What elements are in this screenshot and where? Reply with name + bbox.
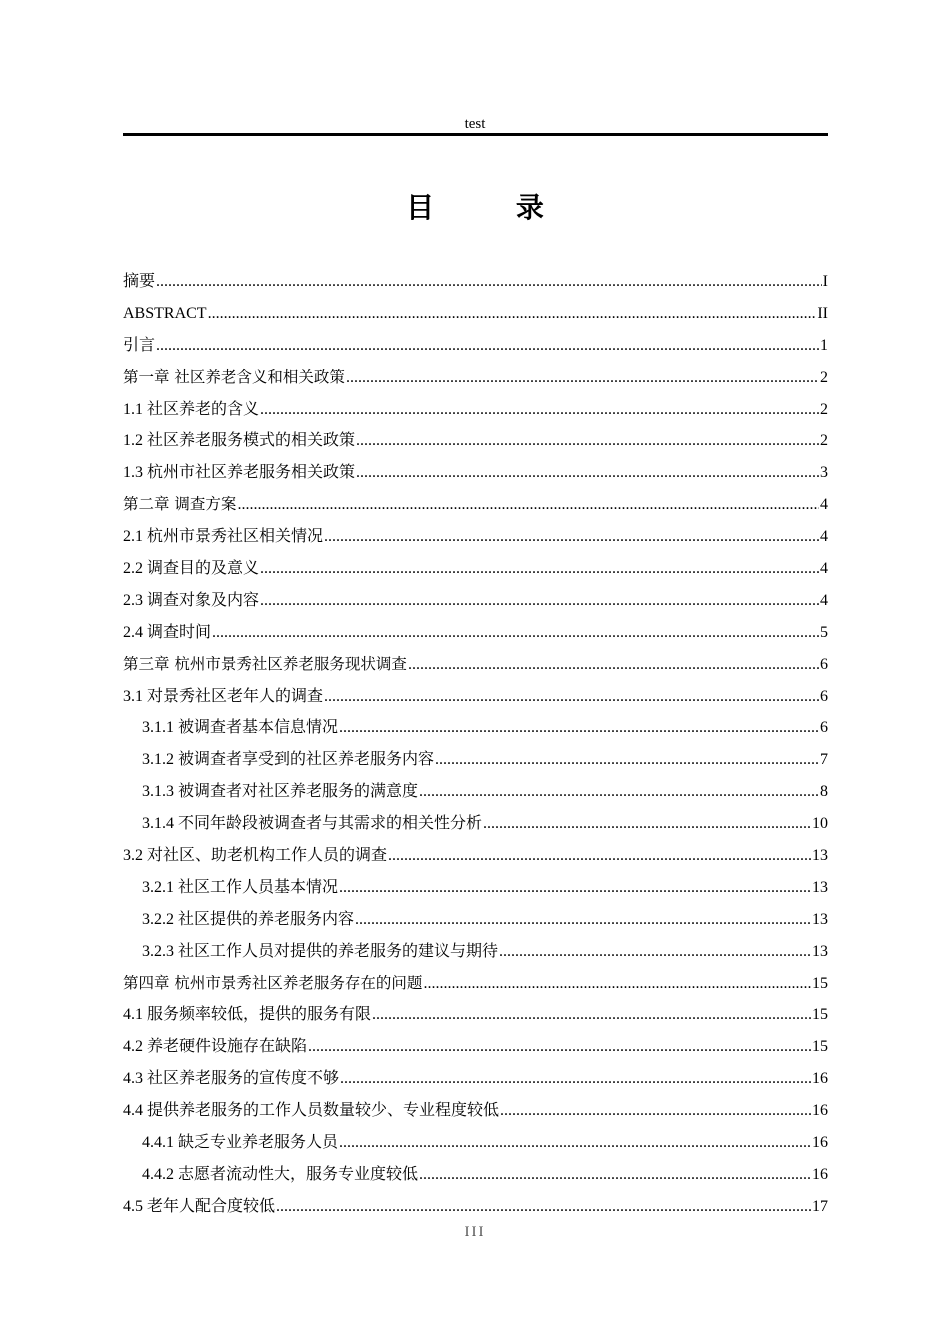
toc-dot-leader — [372, 999, 811, 1031]
toc-entry-label: 2.1 杭州市景秀社区相关情况 — [123, 528, 324, 546]
toc-entry-label: 4.4 提供养老服务的工作人员数量较少、专业程度较低 — [123, 1102, 500, 1120]
toc-dot-leader — [339, 872, 811, 904]
toc-entry-page: 2 — [820, 432, 828, 450]
toc-entry[interactable] — [123, 808, 828, 840]
toc-entry[interactable] — [123, 1127, 828, 1159]
toc-entry-label: 4.5 老年人配合度较低 — [123, 1197, 276, 1215]
toc-entry-page: 15 — [812, 974, 828, 992]
toc-entry[interactable] — [123, 1031, 828, 1063]
toc-entry-page: I — [822, 273, 828, 290]
toc-dot-leader — [324, 681, 819, 713]
toc-entry[interactable] — [123, 776, 828, 808]
toc-dot-leader — [237, 489, 819, 521]
toc-dot-leader — [260, 585, 819, 617]
toc-entry-label: 4.2 养老硬件设施存在缺陷 — [123, 1038, 308, 1056]
toc-entry-label: 3.2.1 社区工作人员基本情况 — [142, 878, 339, 896]
toc-entry[interactable] — [123, 362, 828, 394]
page-title: 目 录 — [406, 191, 580, 224]
toc-entry[interactable] — [123, 904, 828, 936]
toc-entry[interactable] — [123, 1191, 828, 1223]
toc-entry-page: 6 — [820, 687, 828, 705]
toc-entry-page: 2 — [820, 400, 828, 418]
toc-entry-label: 4.3 社区养老服务的宣传度不够 — [123, 1070, 340, 1088]
toc-entry-label: 第三章 杭州市景秀社区养老服务现状调查 — [123, 654, 407, 673]
toc-entry-page: 4 — [820, 528, 828, 546]
toc-entry-page: 10 — [812, 815, 828, 833]
toc-dot-leader — [276, 1191, 811, 1223]
toc-dot-leader — [435, 744, 819, 776]
toc-entry-label: 3.1.1 被调查者基本信息情况 — [142, 719, 339, 737]
toc-entry-page: 1 — [820, 336, 828, 354]
toc-entry-page: 17 — [812, 1197, 828, 1215]
toc-entry[interactable] — [123, 999, 828, 1031]
toc-entry[interactable] — [123, 394, 828, 426]
toc-entry-page: 4 — [820, 560, 828, 578]
toc-entry-label: 第四章 杭州市景秀社区养老服务存在的问题 — [123, 973, 423, 992]
toc-entry-page: 3 — [820, 464, 828, 482]
toc-dot-leader — [500, 1095, 811, 1127]
toc-entry-page: 7 — [820, 751, 828, 769]
toc-entry[interactable] — [123, 1159, 828, 1191]
toc-entry[interactable] — [123, 585, 828, 617]
toc-dot-leader — [419, 776, 819, 808]
running-header: test — [464, 116, 486, 132]
toc-entry-page: 2 — [820, 368, 828, 386]
toc-entry-page: 6 — [820, 719, 828, 737]
toc-entry-label: 引言 — [123, 336, 156, 354]
toc-entry-label: 3.1 对景秀社区老年人的调查 — [123, 687, 324, 705]
toc-entry[interactable] — [123, 266, 828, 298]
toc-entry-label: 第一章 社区养老含义和相关政策 — [123, 367, 345, 386]
toc-dot-leader — [346, 362, 819, 394]
toc-dot-leader — [308, 1031, 811, 1063]
toc-entry[interactable] — [123, 521, 828, 553]
toc-entry-label: 2.2 调查目的及意义 — [123, 560, 260, 578]
toc-entry-page: 13 — [812, 942, 828, 960]
toc-entry-page: 16 — [812, 1102, 828, 1120]
toc-dot-leader — [483, 808, 811, 840]
toc-entry[interactable] — [123, 681, 828, 713]
toc-dot-leader — [355, 904, 811, 936]
toc-entry-page: 15 — [812, 1038, 828, 1056]
toc-dot-leader — [408, 649, 819, 681]
toc-entry-page: 4 — [820, 496, 828, 514]
toc-entry-page: 16 — [812, 1134, 828, 1152]
toc-entry-label: 3.1.3 被调查者对社区养老服务的满意度 — [142, 783, 419, 801]
toc-entry[interactable] — [123, 489, 828, 521]
toc-entry[interactable] — [123, 712, 828, 744]
toc-entry-page: 13 — [812, 847, 828, 865]
toc-entry[interactable] — [123, 840, 828, 872]
toc-entry-label: 2.3 调查对象及内容 — [123, 591, 260, 609]
toc-entry-label: 1.2 社区养老服务模式的相关政策 — [123, 432, 356, 450]
toc-dot-leader — [423, 968, 811, 1000]
toc-entry-page: 13 — [812, 878, 828, 896]
toc-entry-label: 3.2 对社区、助老机构工作人员的调查 — [123, 847, 388, 865]
toc-entry-label: 4.4.1 缺乏专业养老服务人员 — [142, 1134, 339, 1152]
toc-entry-page: II — [817, 304, 828, 322]
toc-entry[interactable] — [123, 617, 828, 649]
toc-entry-page: 16 — [812, 1165, 828, 1183]
header-rule — [123, 133, 828, 136]
toc-entry-label: 1.1 社区养老的含义 — [123, 400, 260, 418]
toc-entry-label: 1.3 杭州市社区养老服务相关政策 — [123, 464, 356, 482]
toc-entry[interactable] — [123, 1063, 828, 1095]
toc-entry[interactable] — [123, 1095, 828, 1127]
toc-entry[interactable] — [123, 298, 828, 330]
toc-entry-label: ABSTRACT — [123, 304, 207, 322]
toc-dot-leader — [260, 394, 819, 426]
toc-entry-label: 4.1 服务频率较低，提供的服务有限 — [123, 1006, 372, 1024]
toc-entry-page: 8 — [820, 783, 828, 801]
toc-dot-leader — [208, 298, 817, 330]
toc-dot-leader — [340, 1063, 811, 1095]
toc-entry-label: 3.1.2 被调查者享受到的社区养老服务内容 — [142, 751, 435, 769]
toc-dot-leader — [339, 712, 819, 744]
toc-entry[interactable] — [123, 330, 828, 362]
toc-entry[interactable] — [123, 744, 828, 776]
toc-dot-leader — [260, 553, 819, 585]
toc-dot-leader — [356, 425, 819, 457]
toc-entry-page: 16 — [812, 1070, 828, 1088]
table-of-contents — [123, 266, 828, 1223]
toc-entry-page: 13 — [812, 910, 828, 928]
toc-entry-page: 5 — [820, 623, 828, 641]
toc-entry[interactable] — [123, 936, 828, 968]
toc-entry[interactable] — [123, 457, 828, 489]
toc-entry-label: 3.2.2 社区提供的养老服务内容 — [142, 910, 355, 928]
toc-dot-leader — [212, 617, 819, 649]
toc-entry[interactable] — [123, 872, 828, 904]
toc-entry-label: 4.4.2 志愿者流动性大，服务专业度较低 — [142, 1165, 419, 1183]
toc-entry-page: 6 — [820, 655, 828, 673]
toc-dot-leader — [156, 266, 822, 298]
toc-entry[interactable] — [123, 968, 828, 1000]
toc-entry-label: 3.1.4 不同年龄段被调查者与其需求的相关性分析 — [142, 815, 483, 833]
toc-dot-leader — [388, 840, 811, 872]
toc-entry[interactable] — [123, 553, 828, 585]
toc-entry-label: 第二章 调查方案 — [123, 495, 237, 514]
toc-entry-page: 4 — [820, 591, 828, 609]
toc-dot-leader — [339, 1127, 811, 1159]
toc-dot-leader — [156, 330, 819, 362]
toc-entry-label: 2.4 调查时间 — [123, 623, 212, 641]
toc-entry[interactable] — [123, 425, 828, 457]
toc-dot-leader — [356, 457, 819, 489]
toc-entry[interactable] — [123, 649, 828, 681]
footer-page-number: III — [464, 1224, 486, 1240]
toc-dot-leader — [499, 936, 811, 968]
toc-entry-page: 15 — [812, 1006, 828, 1024]
toc-dot-leader — [324, 521, 819, 553]
toc-entry-label: 3.2.3 社区工作人员对提供的养老服务的建议与期待 — [142, 942, 499, 960]
toc-dot-leader — [419, 1159, 811, 1191]
toc-entry-label: 摘要 — [123, 273, 156, 290]
